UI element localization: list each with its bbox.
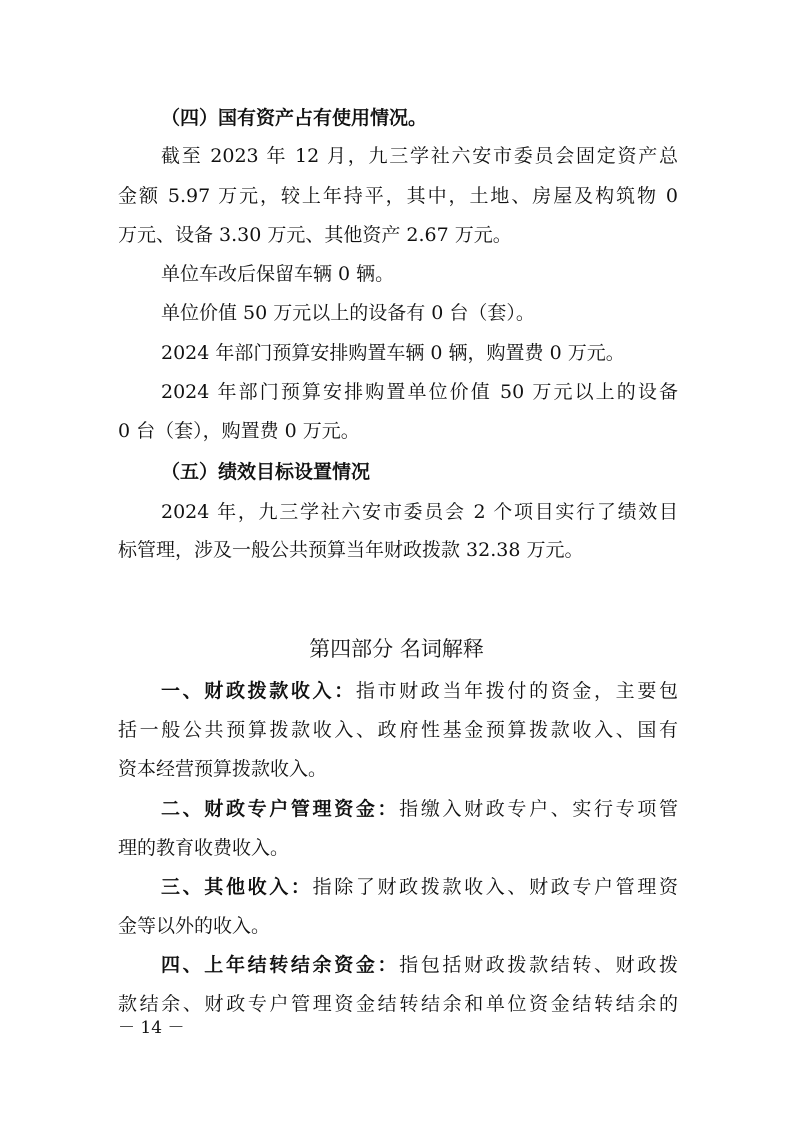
asset-paragraph-line: 金额 5.97 万元，较上年持平，其中，土地、房屋及构筑物 0 bbox=[118, 185, 678, 207]
term-entry bbox=[161, 868, 678, 906]
equipment-purchase-line: 0 台（套），购置费 0 万元。 bbox=[118, 420, 360, 442]
equipment-paragraph: 单位价值 50 万元以上的设备有 0 台（套）。 bbox=[161, 302, 535, 324]
vehicle-purchase-paragraph: 2024 年部门预算安排购置车辆 0 辆，购置费 0 万元。 bbox=[161, 342, 625, 364]
section-5-heading: （五）绩效目标设置情况 bbox=[161, 461, 371, 483]
equipment-purchase-line: 2024 年部门预算安排购置单位价值 50 万元以上的设备 bbox=[161, 381, 678, 403]
term-definition: 指市财政当年拨付的资金，主要包 bbox=[355, 680, 678, 702]
term-entry bbox=[161, 946, 678, 984]
term-definition: 指缴入财政专户、实行专项管 bbox=[399, 798, 678, 820]
performance-paragraph-line: 标管理，涉及一般公共预算当年财政拨款 32.38 万元。 bbox=[118, 539, 584, 561]
asset-paragraph-line: 截至 2023 年 12 月，九三学社六安市委员会固定资产总 bbox=[161, 145, 678, 167]
vehicle-paragraph: 单位车改后保留车辆 0 辆。 bbox=[161, 263, 395, 285]
term-definition-line: 理的教育收费收入。 bbox=[118, 837, 290, 859]
term-label: 一、财政拨款收入： bbox=[161, 680, 356, 702]
term-label: 二、财政专户管理资金： bbox=[161, 798, 400, 820]
part-4-title: 第四部分 名词解释 bbox=[309, 637, 484, 661]
asset-paragraph-line: 万元、设备 3.30 万元、其他资产 2.67 万元。 bbox=[118, 224, 512, 246]
term-label: 四、上年结转结余资金： bbox=[161, 954, 400, 976]
term-definition-line: 括一般公共预算拨款收入、政府性基金预算拨款收入、国有 bbox=[118, 719, 678, 741]
term-label: 三、其他收入： bbox=[161, 876, 313, 898]
term-definition-line: 资本经营预算拨款收入。 bbox=[118, 758, 328, 780]
performance-paragraph-line: 2024 年，九三学社六安市委员会 2 个项目实行了绩效目 bbox=[161, 501, 678, 523]
section-4-heading: （四）国有资产占有使用情况。 bbox=[161, 107, 428, 129]
term-definition: 指包括财政拨款结转、财政拨 bbox=[399, 954, 678, 976]
term-definition-line: 款结余、财政专户管理资金结转结余和单位资金结转结余的 bbox=[118, 993, 678, 1015]
term-definition: 指除了财政拨款收入、财政专户管理资 bbox=[312, 876, 678, 898]
page-number: － 14 － bbox=[118, 1018, 185, 1038]
term-entry bbox=[161, 790, 678, 828]
term-definition-line: 金等以外的收入。 bbox=[118, 915, 271, 937]
term-entry bbox=[161, 672, 678, 710]
